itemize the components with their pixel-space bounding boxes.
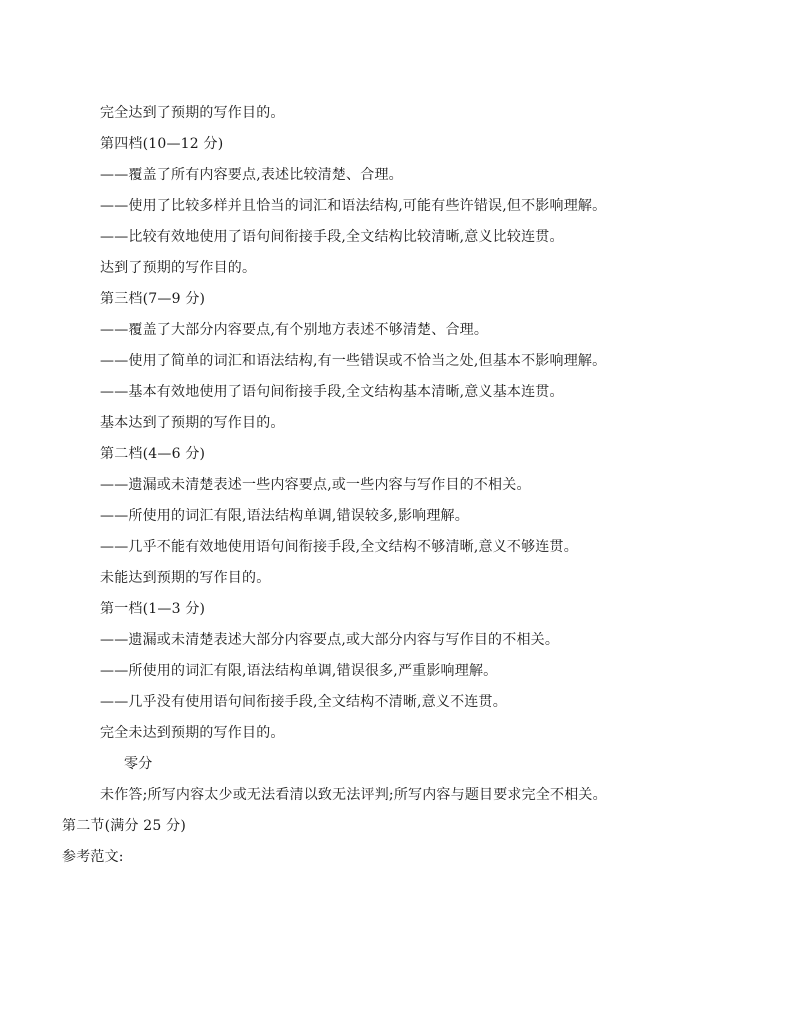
text-line: ——覆盖了所有内容要点,表述比较清楚、合理。 (100, 167, 403, 183)
text-line: 完全未达到预期的写作目的。 (100, 725, 285, 741)
text-line: ——几乎没有使用语句间衔接手段,全文结构不清晰,意义不连贯。 (100, 694, 507, 710)
text-line: ——基本有效地使用了语句间衔接手段,全文结构基本清晰,意义基本连贯。 (100, 384, 564, 400)
grade-heading: 第二档(4—6 分) (100, 446, 206, 462)
grade-heading: 第四档(10—12 分) (100, 136, 224, 152)
text-line: ——所使用的词汇有限,语法结构单调,错误较多,影响理解。 (100, 508, 469, 524)
text-line: ——覆盖了大部分内容要点,有个别地方表述不够清楚、合理。 (100, 322, 489, 338)
text-line: ——几乎不能有效地使用语句间衔接手段,全文结构不够清晰,意义不够连贯。 (100, 539, 578, 555)
text-line: ——比较有效地使用了语句间衔接手段,全文结构比较清晰,意义比较连贯。 (100, 229, 564, 245)
text-line: ——使用了简单的词汇和语法结构,有一些错误或不恰当之处,但基本不影响理解。 (100, 353, 607, 369)
grade-heading: 第一档(1—3 分) (100, 601, 206, 617)
text-line: ——遗漏或未清楚表述大部分内容要点,或大部分内容与写作目的不相关。 (100, 632, 560, 648)
grade-heading: 第三档(7—9 分) (100, 291, 206, 307)
text-line: ——使用了比较多样并且恰当的词汇和语法结构,可能有些许错误,但不影响理解。 (100, 198, 607, 214)
text-line: ——所使用的词汇有限,语法结构单调,错误很多,严重影响理解。 (100, 663, 498, 679)
grade-heading: 零分 (124, 756, 153, 772)
text-line: 基本达到了预期的写作目的。 (100, 415, 285, 431)
text-line: 完全达到了预期的写作目的。 (100, 105, 285, 121)
text-line: 未能达到预期的写作目的。 (100, 570, 271, 586)
text-line: 达到了预期的写作目的。 (100, 260, 257, 276)
section-heading: 第二节(满分 25 分) (62, 818, 187, 834)
text-line: 未作答;所写内容太少或无法看清以致无法评判;所写内容与题目要求完全不相关。 (100, 787, 607, 803)
text-line: 参考范文: (62, 849, 124, 865)
text-line: ——遗漏或未清楚表述一些内容要点,或一些内容与写作目的不相关。 (100, 477, 531, 493)
